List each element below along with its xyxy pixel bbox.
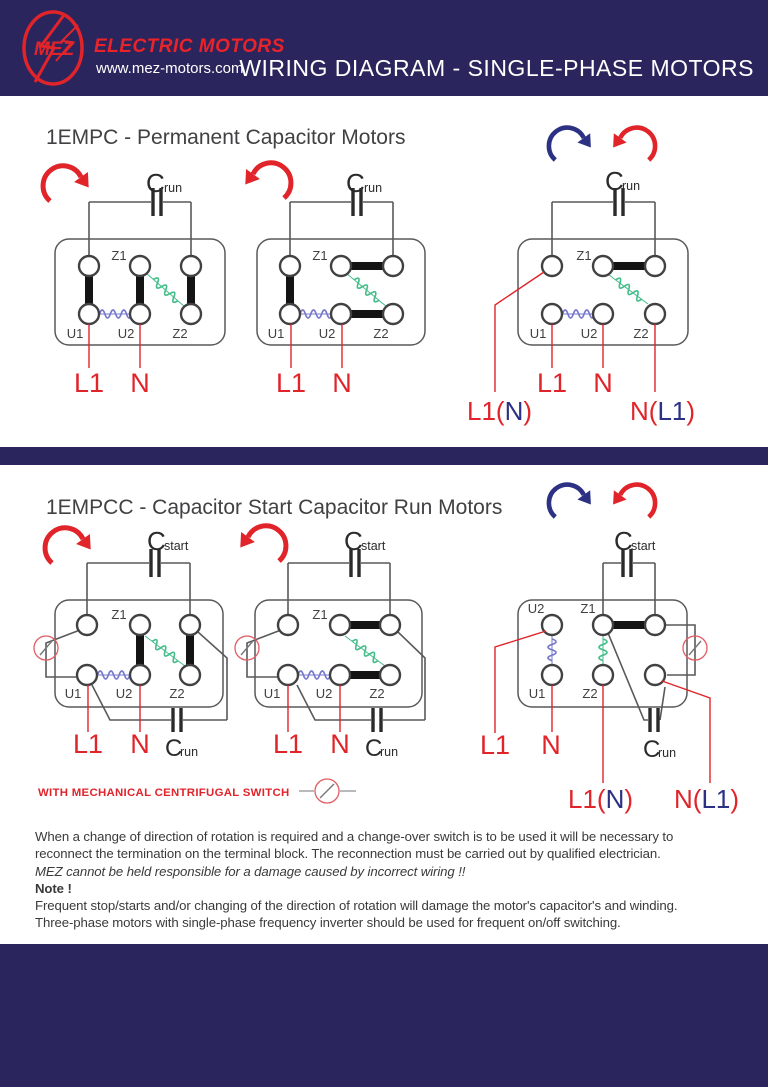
section1-title: 1EMPC - Permanent Capacitor Motors bbox=[46, 126, 406, 149]
supply-n-label: N bbox=[593, 368, 613, 398]
supply-n-label: N bbox=[130, 729, 150, 759]
capacitor-run-label: C bbox=[165, 735, 183, 762]
terminal-z2-label: Z2 bbox=[633, 326, 649, 341]
rotation-cw-arrow-icon bbox=[549, 485, 591, 517]
rotation-cw-arrow-icon bbox=[549, 128, 591, 160]
note-line-disclaimer: MEZ cannot be held responsible for a damage caused by incorrect wiring !! bbox=[35, 864, 466, 879]
capacitor-start-label: C bbox=[147, 526, 166, 556]
logo-text: MEZ bbox=[33, 39, 75, 60]
website-url: www.mez-motors.com bbox=[96, 60, 244, 77]
capacitor-run-sub-label: run bbox=[180, 745, 199, 759]
section-divider bbox=[0, 447, 768, 465]
terminal-z1-label: Z1 bbox=[111, 248, 127, 263]
section2-title: 1EMPCC - Capacitor Start Capacitor Run Motors bbox=[46, 496, 503, 519]
terminal-z2-label: Z2 bbox=[169, 686, 185, 701]
diagram-1empc-cw bbox=[43, 166, 225, 398]
diagram-1empcc-reversible bbox=[480, 526, 739, 814]
terminal-z1-label: Z1 bbox=[312, 248, 328, 263]
capacitor-start-label: C bbox=[614, 526, 633, 556]
terminal-u2-label: U2 bbox=[580, 326, 598, 341]
centrifugal-switch-note bbox=[38, 779, 356, 803]
header-bar bbox=[0, 0, 768, 96]
capacitor-start-sub-label: start bbox=[361, 539, 386, 553]
supply-n-label: N bbox=[541, 730, 561, 760]
terminal-u2-label: U2 bbox=[318, 326, 336, 341]
terminal-u2-label: U2 bbox=[315, 686, 333, 701]
footer-bar bbox=[0, 944, 768, 1087]
capacitor-run-label: C bbox=[365, 735, 383, 762]
note-line: Three-phase motors with single-phase frequency inverter should be used for frequent on/off switching. bbox=[35, 915, 621, 930]
terminal-u1-label: U1 bbox=[66, 326, 84, 341]
terminal-z1-label: Z1 bbox=[312, 607, 328, 622]
terminal-z2-label: Z2 bbox=[373, 326, 389, 341]
capacitor-label: C bbox=[146, 168, 165, 198]
switch-note-text: WITH MECHANICAL CENTRIFUGAL SWITCH bbox=[38, 787, 290, 799]
supply-n-label: N bbox=[130, 368, 150, 398]
note-line: When a change of direction of rotation is required and a change-over switch is to be used it will be necessary to bbox=[35, 829, 674, 844]
reversible-nl1-label: N(L1) bbox=[674, 784, 740, 814]
terminal-z1-label: Z1 bbox=[111, 607, 127, 622]
capacitor-label: C bbox=[346, 168, 365, 198]
diagram-1empc-reversible bbox=[467, 128, 695, 426]
supply-n-label: N bbox=[332, 368, 352, 398]
capacitor-sub-label: run bbox=[622, 179, 641, 193]
reversible-l1n-label: L1(N) bbox=[467, 396, 533, 426]
document-title: WIRING DIAGRAM - SINGLE-PHASE MOTORS bbox=[239, 55, 754, 81]
capacitor-label: C bbox=[605, 166, 624, 196]
reversible-l1n-label: L1(N) bbox=[568, 784, 634, 814]
capacitor-start-sub-label: start bbox=[164, 539, 189, 553]
terminal-u2-label: U2 bbox=[115, 686, 133, 701]
supply-l1-label: L1 bbox=[72, 729, 104, 759]
capacitor-run-sub-label: run bbox=[658, 746, 677, 760]
rotation-ccw-arrow-icon bbox=[245, 163, 291, 198]
capacitor-run-sub-label: run bbox=[380, 745, 399, 759]
capacitor-sub-label: run bbox=[364, 181, 383, 195]
supply-l1-label: L1 bbox=[275, 368, 307, 398]
supply-l1-label: L1 bbox=[479, 730, 511, 760]
terminal-u1-label: U1 bbox=[267, 326, 285, 341]
terminal-u2-label: U2 bbox=[527, 601, 545, 616]
terminal-u1-label: U1 bbox=[64, 686, 82, 701]
diagram-1empcc-ccw bbox=[235, 526, 425, 762]
note-line: reconnect the termination on the terminal block. The reconnection must be carried out by qualified electrician. bbox=[35, 846, 661, 861]
rotation-cw-arrow-icon bbox=[43, 166, 89, 201]
rotation-ccw-arrow-icon bbox=[613, 128, 655, 160]
capacitor-run-label: C bbox=[643, 736, 661, 763]
note-heading: Note ! bbox=[35, 881, 72, 896]
terminal-u1-label: U1 bbox=[529, 326, 547, 341]
supply-l1-label: L1 bbox=[536, 368, 568, 398]
diagram-1empcc-cw bbox=[34, 526, 227, 762]
supply-l1-label: L1 bbox=[272, 729, 304, 759]
diagram-canvas bbox=[0, 96, 768, 1087]
terminal-u1-label: U1 bbox=[528, 686, 546, 701]
supply-l1-label: L1 bbox=[73, 368, 105, 398]
terminal-z1-label: Z1 bbox=[576, 248, 592, 263]
rotation-ccw-arrow-icon bbox=[613, 485, 655, 517]
terminal-z2-label: Z2 bbox=[369, 686, 385, 701]
capacitor-sub-label: run bbox=[164, 181, 183, 195]
notes-paragraph bbox=[35, 829, 677, 930]
terminal-u1-label: U1 bbox=[263, 686, 281, 701]
capacitor-start-sub-label: start bbox=[631, 539, 656, 553]
terminal-z1-label: Z1 bbox=[580, 601, 596, 616]
brand-name: ELECTRIC MOTORS bbox=[94, 36, 285, 57]
rotation-ccw-arrow-icon bbox=[240, 526, 286, 561]
note-line: Frequent stop/starts and/or changing of the direction of rotation will damage the motor's capacitor's and winding. bbox=[35, 898, 678, 913]
mez-logo bbox=[20, 9, 88, 89]
capacitor-start-label: C bbox=[344, 526, 363, 556]
terminal-z2-label: Z2 bbox=[582, 686, 598, 701]
terminal-u2-label: U2 bbox=[117, 326, 135, 341]
terminal-z2-label: Z2 bbox=[172, 326, 188, 341]
diagram-1empc-ccw bbox=[245, 163, 425, 398]
reversible-nl1-label: N(L1) bbox=[630, 396, 696, 426]
supply-n-label: N bbox=[330, 729, 350, 759]
rotation-cw-arrow-icon bbox=[45, 528, 91, 563]
